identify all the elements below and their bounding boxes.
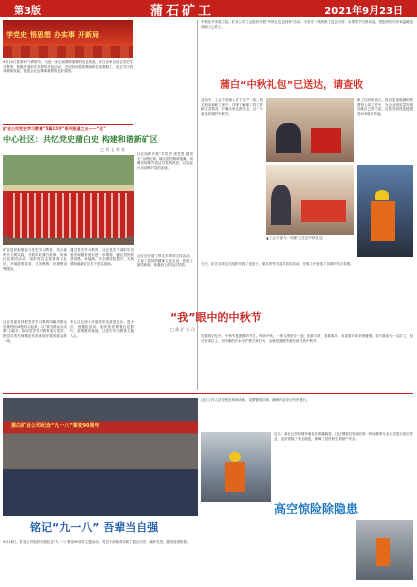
memorial-photo <box>3 398 198 516</box>
essay-text: 在我的记忆中，中秋节是团圆的节日。每到中秋，一家人围坐在一起，吃着月饼，赏着明月，诉说着对未来的憧憬。如今我成为一名矿工，坚守在岗位上，用辛勤的汗水守护着万家灯火，这就是我眼中最有意义的中秋节。 <box>201 334 413 343</box>
date-label: 2021年9月23日 <box>324 6 403 17</box>
choir-photo <box>3 155 134 245</box>
banner-word: 悟思想 <box>30 31 51 39</box>
page-label: 第3版 <box>14 6 41 17</box>
right-top-text: 中秋佳节来临之际，矿业公司工会组织开展“中秋礼包送到家”活动，为坚守一线的职工送去月饼、水果等节日慰问品，把组织的关怀和温暖送到职工心坎上。 <box>201 20 413 29</box>
col-left-a: 矿区居民积极参与党史学习教育，结合新时代文明实践，开展讲好蒲白故事、传承红色基因活动，组织党员志愿者深入社区，开展政策宣讲、义务维修、环境整治等服务。 <box>3 248 67 271</box>
paper-name: 蒲石矿工 <box>150 4 215 19</box>
banner-word: 开新局 <box>78 31 99 39</box>
banner-word: 学党史 <box>6 31 27 39</box>
photo-caption: ▲工会干部为一线职工送去中秋礼包 <box>266 236 323 240</box>
choir-body: 社区组织开展“学党史 颂党恩 跟党走”合唱比赛，辖区居民精神饱满，用嘹亮的歌声表达对党的热爱，以实际行动诠释对党的忠诚。 <box>137 152 193 171</box>
column-divider <box>197 20 198 390</box>
right-body-c: 当天，矿区各单位还组织开展了包饺子、做月饼等丰富多彩的活动，在职工中营造了浓厚的节日氛围。 <box>201 262 354 266</box>
headline-918: 铭记“九一八” 吾辈当自强 <box>30 521 159 534</box>
memorial-text: 9月18日，矿业公司组织开展纪念“九一八”事变90周年主题活动，党员干部和青年职工铭记历史、缅怀先烈，激发爱国热情。 <box>3 540 191 544</box>
right-body-b: 职工们纷纷表示，将以更加饱满的热情投入到工作中，为企业高质量发展贡献自己的力量，以优异成绩迎接建党100周年华诞。 <box>357 98 413 117</box>
altitude-photo-2 <box>356 520 413 580</box>
theme-line: 矿业公司党史学习教育“5篇15字”系列报道之五——“化” <box>3 124 133 132</box>
headline-essay: “我”眼中的中秋节 <box>170 311 262 324</box>
essay-byline: □ 蒲 矿 公 司 <box>170 327 195 332</box>
gift-photo-1 <box>266 98 354 162</box>
col-right-b: 社区还开展了形式多样的文体活动，丰富了居民的精神文化生活，营造了团结和谐、积极向上的社区氛围。 <box>137 254 193 268</box>
col-left-b: 社区党委坚持把党史学习教育同解决群众急难愁盼问题结合起来，以“我为群众办实事”为抓手，推动党史学习教育见行见效，把党员的先锋模范作用体现在服务群众的一线。 <box>3 320 67 343</box>
headline-community: 中心社区：共忆党史蒲白史 构建和谐新矿区 <box>3 135 158 144</box>
gift-photo-2 <box>266 165 354 235</box>
altitude-intro: 社区工作人员全程在现场协助，设置警戒区域，确保作业安全有序进行。 <box>201 398 310 402</box>
intro-text: 9月10日是第37个教师节，为进一步弘扬尊师重教的优良传统，矿区各单位结合党史学习教育，积极开展形式多样的庆祝活动，走访慰问退休教师和在岗教职工，送去节日的问候和祝福，营造全社会尊师重教的良好氛围。 <box>3 60 133 74</box>
col-right-a: 中心社区深入开展党史宣讲进社区、进小区、进楼院活动，组织居民观看红色影片、参观教育基地，让党史学习教育入脑入心。 <box>70 320 134 339</box>
right-body-a: 活动中，工会干部深入井下生产一线、机关科室和职工家中，详细了解职工的工作和生活情况，叮嘱大家注意安全，过一个欢乐祥和的中秋节。 <box>201 98 263 117</box>
headline-mid-autumn: 蒲白“中秋礼包”已送达，请查收 <box>220 80 364 91</box>
altitude-text: 近日，某社区居民楼外墙存在脱落隐患，社区网格员发现后第一时间联系专业人员进行高空作业，及时消除了安全隐患，保障了居民的生命财产安全。 <box>274 432 413 441</box>
col-left-c: 通过党史学习教育，社区党员干部的宗旨意识和服务意识进一步增强，辖区居民的获得感、幸福感、安全感持续提升，为构建和谐新矿区打下坚实基础。 <box>70 248 134 267</box>
photo-banner-text: 蒲白矿业公司纪念“九一八”事变90周年 <box>11 423 100 429</box>
banner-word: 办实事 <box>54 31 75 39</box>
byline: □ 刘 玉 李 君 <box>100 147 125 152</box>
section-divider <box>3 393 413 394</box>
banner-image <box>3 20 133 58</box>
worker-photo <box>357 165 413 257</box>
altitude-photo <box>201 432 271 502</box>
headline-altitude: 高空惊险除隐患 <box>274 502 359 516</box>
